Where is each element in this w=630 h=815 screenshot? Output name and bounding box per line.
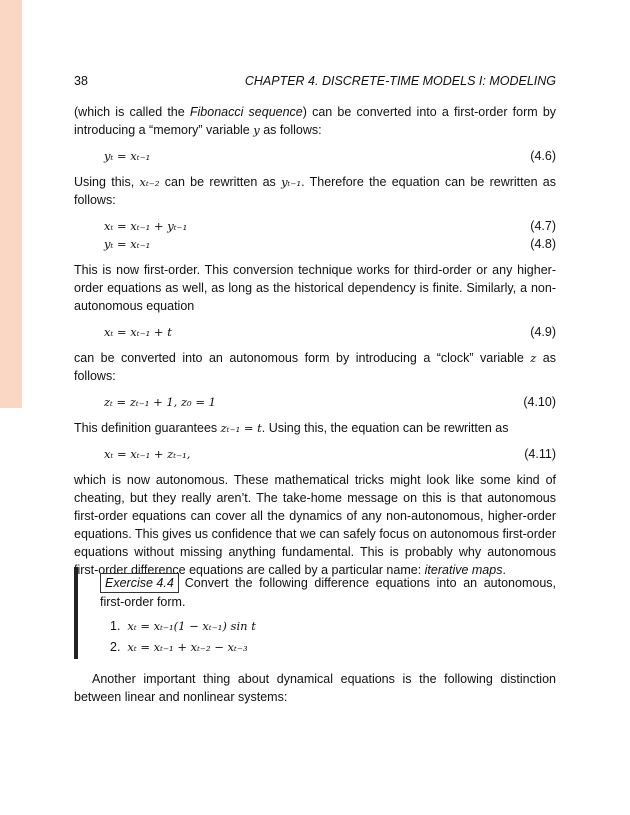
exercise-items bbox=[110, 617, 556, 659]
closing-text bbox=[74, 670, 556, 706]
paragraph-fibonacci: (which is called the Fibonacci sequence) can be converted into a first-order form by introducing a “memory” variable y as follows: bbox=[74, 105, 557, 137]
eq-expr: yₜ = xₜ₋₁ bbox=[104, 237, 151, 251]
exercise-text: Convert the following difference equations into an autonomous, first-order form. bbox=[100, 576, 556, 609]
eq-expr: yₜ = xₜ₋₁ bbox=[104, 149, 151, 163]
equation-4-9 bbox=[74, 323, 556, 341]
var-z: z bbox=[530, 351, 537, 365]
term-fibonacci: Fibonacci sequence bbox=[189, 105, 303, 119]
eq-number: (4.7) bbox=[530, 219, 556, 233]
equation-4-7-4-8 bbox=[74, 217, 556, 253]
eq-number: (4.11) bbox=[524, 447, 556, 461]
exercise-label: Exercise 4.4 bbox=[100, 573, 179, 593]
equation-4-6 bbox=[74, 147, 556, 165]
paragraph-first-order: This is now first-order. This conversion technique works for third-order or any higher-order equations as well, as long as the historical dependency is finite. Similarly, a non-autonomous equation bbox=[74, 263, 556, 313]
var-y: y bbox=[253, 123, 260, 137]
eq-expr: xₜ = xₜ₋₁ + t bbox=[104, 325, 172, 339]
eq-number: (4.6) bbox=[530, 149, 556, 163]
paragraph-autonomous: which is now autonomous. These mathematical tricks might look like some kind of cheating, but they really aren’t. The take-home message on this is that autonomous first-order equations can cover all the dynamics of any non-autonomous, higher-order equations. This gives us confidence that we can safely focus on autonomous first-order equations without missing anything fundamental. This is probably why autonomous first-order difference equations are called by a particular name: iterative maps. bbox=[74, 473, 556, 577]
eq-expr: xₜ = xₜ₋₁ + zₜ₋₁, bbox=[104, 447, 191, 461]
paragraph-guarantee: This definition guarantees zₜ₋₁ = t. Using this, the equation can be rewritten as bbox=[74, 421, 509, 435]
eq-expr: xₜ = xₜ₋₁ + yₜ₋₁ bbox=[104, 219, 188, 233]
page-number: 38 bbox=[74, 74, 88, 88]
eq-number: (4.9) bbox=[530, 325, 556, 339]
exercise-box bbox=[74, 567, 556, 659]
margin-color-strip bbox=[0, 0, 22, 408]
eq-expr: zₜ = zₜ₋₁ + 1, z₀ = 1 bbox=[104, 395, 216, 409]
list-item: 2. xₜ = xₜ₋₁ + xₜ₋₂ − xₜ₋₃ bbox=[110, 640, 248, 654]
paragraph-linear-nonlinear: Another important thing about dynamical equations is the following distinction between linear and nonlinear systems: bbox=[74, 672, 556, 704]
term-iterative-maps: iterative maps bbox=[424, 563, 503, 577]
eq-number: (4.8) bbox=[530, 237, 556, 251]
exercise-heading bbox=[100, 573, 556, 611]
chapter-title: CHAPTER 4. DISCRETE-TIME MODELS I: MODELING bbox=[244, 74, 556, 88]
paragraph-clock: can be converted into an autonomous form by introducing a “clock” variable z as follows: bbox=[74, 351, 556, 383]
list-item: 1. xₜ = xₜ₋₁(1 − xₜ₋₁) sin t bbox=[110, 619, 256, 633]
eq-number: (4.10) bbox=[523, 395, 556, 409]
equation-4-10 bbox=[74, 393, 556, 411]
paragraph-rewrite: Using this, xₜ₋₂ can be rewritten as yₜ₋₁. Therefore the equation can be rewritten as follows: bbox=[74, 175, 556, 207]
equation-4-11 bbox=[74, 445, 556, 463]
main-text bbox=[74, 103, 556, 579]
